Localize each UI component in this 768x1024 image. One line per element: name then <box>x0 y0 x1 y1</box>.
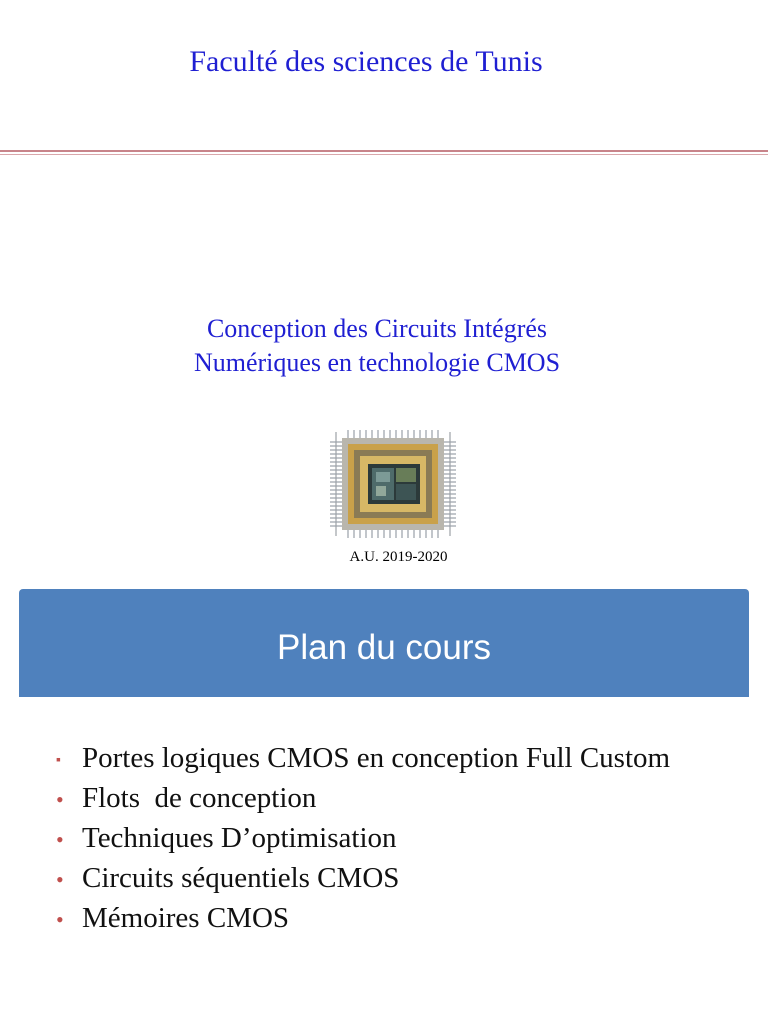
round-bullet-icon: • <box>56 787 64 812</box>
list-item <box>56 902 746 934</box>
course-title-line-2: Numériques en technologie CMOS <box>193 348 561 377</box>
list-item <box>56 822 746 854</box>
list-item <box>56 742 746 774</box>
plan-list <box>56 742 746 942</box>
header-divider <box>0 150 768 152</box>
course-title-line-1: Conception des Circuits Intégrés <box>206 314 548 343</box>
integrated-circuit-chip-icon <box>328 428 458 540</box>
header-divider-secondary <box>0 154 768 155</box>
course-title <box>0 312 754 380</box>
round-bullet-icon: • <box>56 827 64 852</box>
list-item <box>56 782 746 814</box>
list-item-text: Circuits séquentiels CMOS <box>82 862 400 894</box>
list-item-text: Techniques D’optimisation <box>82 822 397 854</box>
list-item-text: Mémoires CMOS <box>82 902 290 934</box>
round-bullet-icon: • <box>56 867 64 892</box>
list-item <box>56 862 746 894</box>
academic-year: A.U. 2019-2020 <box>349 549 448 565</box>
list-item-text: Portes logiques CMOS en conception Full Custom <box>82 742 671 774</box>
plan-header-bar <box>19 589 749 697</box>
plan-title: Plan du cours <box>276 628 492 667</box>
list-item-text: Flots de conception <box>82 782 317 814</box>
square-bullet-icon: ▪ <box>56 753 61 768</box>
round-bullet-icon: • <box>56 907 64 932</box>
institution-title: Faculté des sciences de Tunis <box>189 45 543 78</box>
